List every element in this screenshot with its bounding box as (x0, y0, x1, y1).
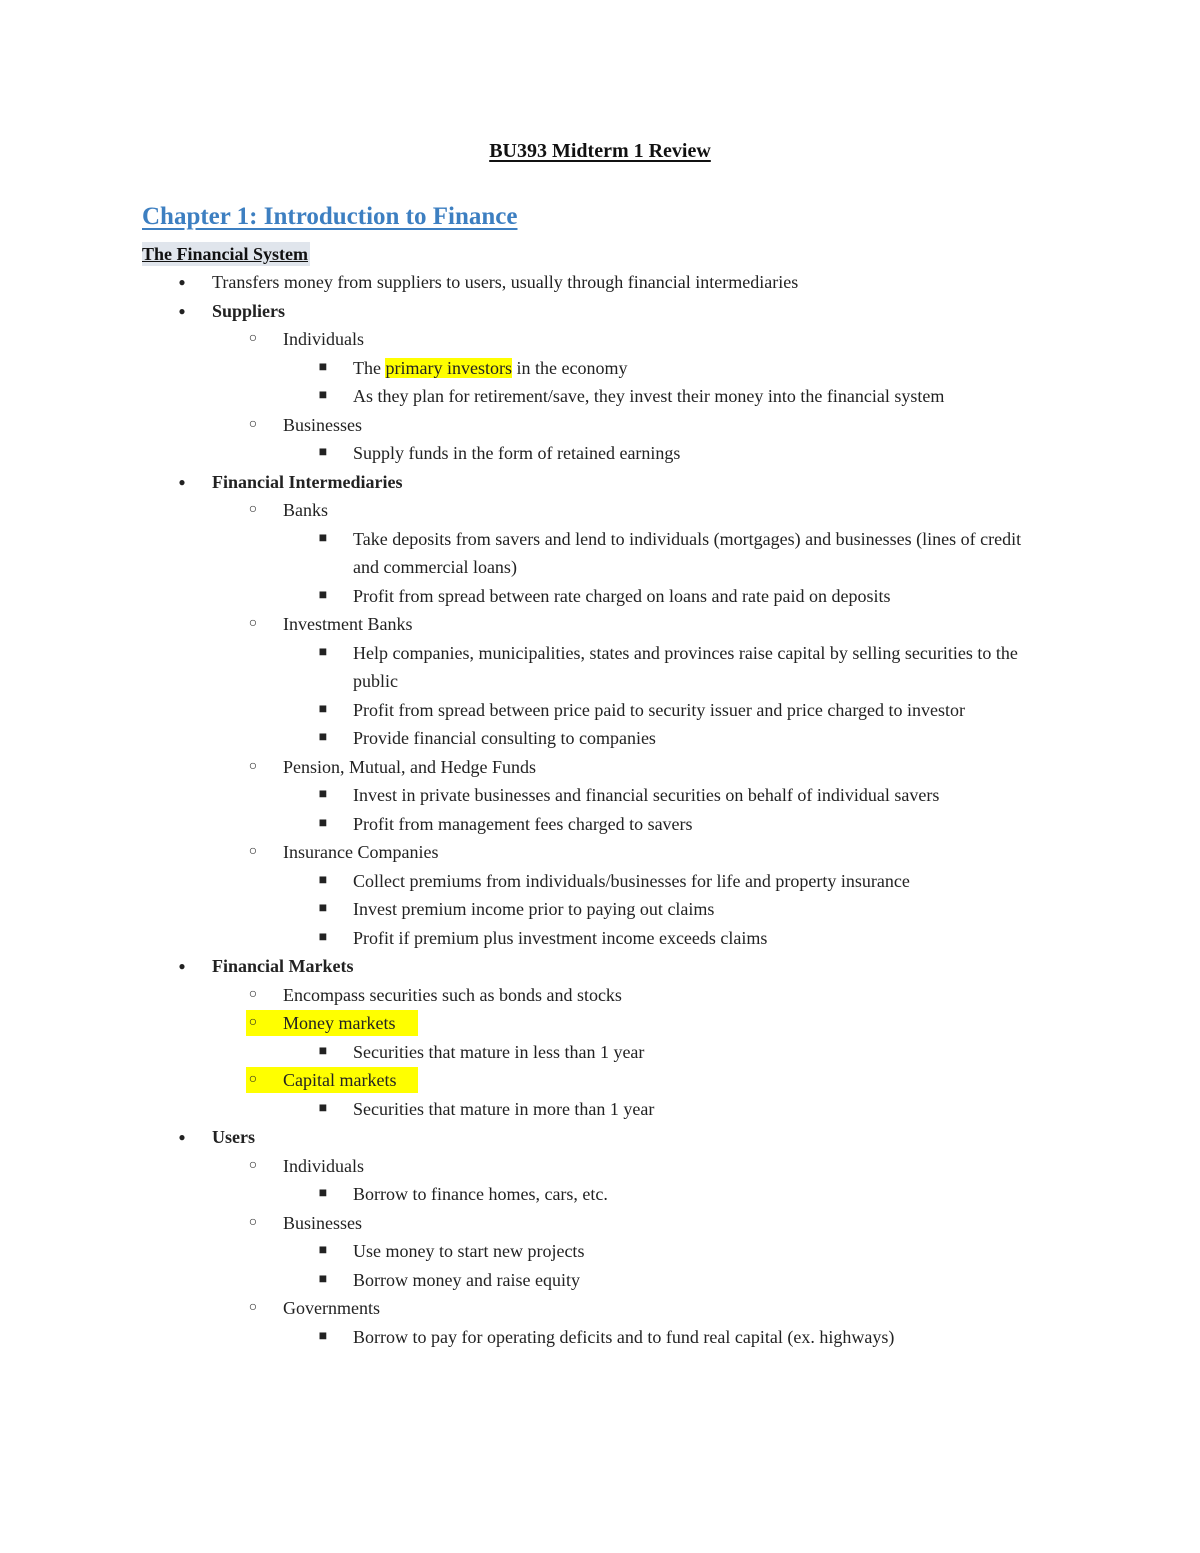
list-item-text: Governments (283, 1298, 380, 1318)
list-item-text: Individuals (283, 329, 364, 349)
bullet-square-icon: ■ (318, 1328, 328, 1344)
bullet-square-icon: ■ (318, 901, 328, 916)
list-item (0, 639, 1200, 696)
list-item (0, 1009, 1200, 1038)
bullet-circle-icon: ○ (248, 844, 258, 859)
list-item-text: Securities that mature in less than 1 year (353, 1041, 645, 1062)
list-item-text: Borrow to pay for operating deficits and to fund real capital (ex. highways) (353, 1326, 895, 1347)
list-item-text: Securities that mature in more than 1 year (353, 1098, 655, 1119)
bullet-square-icon: ■ (318, 1186, 328, 1201)
highlighted-text: primary investors (385, 357, 512, 378)
list-item (0, 325, 1200, 354)
list-item-text: Take deposits from savers and lend to individuals (mortgages) and businesses (lines of credit and commercial loans) (353, 528, 1022, 577)
list-item-text: Capital markets (283, 1070, 397, 1090)
bullet-square-icon: ■ (318, 1271, 328, 1287)
bullet-square-icon: ■ (318, 445, 328, 460)
text-segment: The (353, 357, 386, 378)
list-item (0, 1209, 1200, 1238)
list-item (0, 1180, 1200, 1209)
document-title: BU393 Midterm 1 Review (489, 140, 711, 162)
bullet-disc-icon: ● (178, 1130, 186, 1144)
bullet-circle-icon: ○ (248, 502, 258, 517)
list-item-text: Profit if premium plus investment income exceeds claims (353, 927, 768, 948)
list-item (0, 1152, 1200, 1181)
bullet-circle-icon: ○ (248, 416, 258, 432)
bullet-circle-icon: ○ (248, 1015, 258, 1030)
list-item-text: Encompass securities such as bonds and stocks (283, 984, 622, 1005)
bullet-square-icon: ■ (318, 1243, 328, 1258)
list-item-text: Individuals (283, 1155, 364, 1176)
bullet-square-icon: ■ (318, 388, 328, 403)
bullet-square-icon: ■ (318, 644, 328, 660)
list-item (0, 867, 1200, 896)
list-item (0, 810, 1200, 839)
bullet-square-icon: ■ (318, 587, 328, 603)
bullet-square-icon: ■ (318, 815, 328, 831)
list-item (0, 1123, 1200, 1152)
list-item-text: Profit from spread between price paid to security issuer and price charged to investor (353, 699, 965, 720)
list-item (0, 354, 1200, 383)
bullet-circle-icon: ○ (248, 986, 258, 1002)
list-item (0, 724, 1200, 753)
list-item (0, 1266, 1200, 1295)
list-item (0, 525, 1200, 582)
list-item-text: Collect premiums from individuals/businesses for life and property insurance (353, 870, 910, 891)
list-item-text: Profit from management fees charged to savers (353, 813, 693, 834)
list-item (0, 924, 1200, 953)
list-item (0, 1323, 1200, 1352)
list-item (0, 382, 1200, 411)
list-item (0, 1237, 1200, 1266)
list-item (0, 1294, 1200, 1323)
text-segment: in the economy (511, 357, 628, 378)
list-item (0, 753, 1200, 782)
list-item-text: Businesses (283, 414, 363, 435)
bullet-circle-icon: ○ (248, 1214, 258, 1230)
list-item-text: Suppliers (212, 300, 286, 321)
list-item (0, 696, 1200, 725)
list-item-text: Businesses (283, 1212, 363, 1233)
bullet-square-icon: ■ (318, 359, 328, 375)
list-item-text: Invest in private businesses and financial securities on behalf of individual savers (353, 785, 940, 805)
list-item (0, 895, 1200, 924)
list-item-text: Help companies, municipalities, states and provinces raise capital by selling securities to the public (353, 642, 1018, 691)
list-item (0, 838, 1200, 867)
list-item (0, 582, 1200, 611)
list-item (0, 1066, 1200, 1095)
bullet-circle-icon: ○ (248, 331, 258, 346)
bullet-square-icon: ■ (318, 872, 328, 888)
list-item-text: Money markets (283, 1013, 396, 1033)
list-item-text: Pension, Mutual, and Hedge Funds (283, 756, 536, 777)
list-item-text: Financial Markets (212, 956, 354, 976)
list-item (0, 297, 1200, 326)
list-item-text: Borrow to finance homes, cars, etc. (353, 1184, 608, 1204)
list-item-text: Insurance Companies (283, 842, 439, 862)
list-item (0, 496, 1200, 525)
bullet-disc-icon: ● (178, 303, 186, 318)
list-item (0, 268, 1200, 297)
section-heading: The Financial System (142, 244, 309, 264)
list-item (0, 411, 1200, 440)
list-item (0, 610, 1200, 639)
list-item (0, 439, 1200, 468)
list-item-text: Provide financial consulting to companies (353, 728, 656, 748)
bullet-circle-icon: ○ (248, 616, 258, 631)
list-item-text (0, 354, 1200, 383)
list-item-text: Financial Intermediaries (212, 471, 403, 492)
list-item-text: As they plan for retirement/save, they invest their money into the financial system (353, 386, 945, 406)
bullet-square-icon: ■ (318, 929, 328, 945)
list-item (0, 781, 1200, 810)
bullet-circle-icon: ○ (248, 1300, 258, 1315)
list-item-text: Use money to start new projects (353, 1241, 585, 1261)
bullet-disc-icon: ● (178, 474, 186, 489)
list-item-text: Banks (283, 500, 328, 520)
bullet-square-icon: ■ (318, 530, 328, 546)
list-item (0, 981, 1200, 1010)
list-item (0, 468, 1200, 497)
bullet-square-icon: ■ (318, 730, 328, 745)
list-item-text: Transfers money from suppliers to users, usually through financial intermediaries (212, 272, 799, 292)
list-item (0, 1038, 1200, 1067)
list-item-text: Invest premium income prior to paying out claims (353, 899, 715, 919)
bullet-square-icon: ■ (318, 701, 328, 717)
bullet-disc-icon: ● (178, 275, 186, 289)
bullet-square-icon: ■ (318, 1100, 328, 1116)
list-item (0, 952, 1200, 981)
list-item-text: Investment Banks (283, 614, 413, 634)
bullet-square-icon: ■ (318, 787, 328, 802)
bullet-circle-icon: ○ (248, 1157, 258, 1173)
bullet-circle-icon: ○ (248, 1072, 258, 1087)
list-item-text: Profit from spread between rate charged on loans and rate paid on deposits (353, 585, 891, 606)
list-item-text: Supply funds in the form of retained earnings (353, 443, 681, 463)
chapter-heading: Chapter 1: Introduction to Finance (142, 203, 518, 230)
list-item-text: Borrow money and raise equity (353, 1269, 580, 1290)
bullet-disc-icon: ● (178, 959, 186, 973)
list-item (0, 1095, 1200, 1124)
outline-list (0, 268, 1200, 1351)
bullet-circle-icon: ○ (248, 758, 258, 774)
bullet-square-icon: ■ (318, 1043, 328, 1059)
list-item-text: Users (212, 1127, 255, 1147)
